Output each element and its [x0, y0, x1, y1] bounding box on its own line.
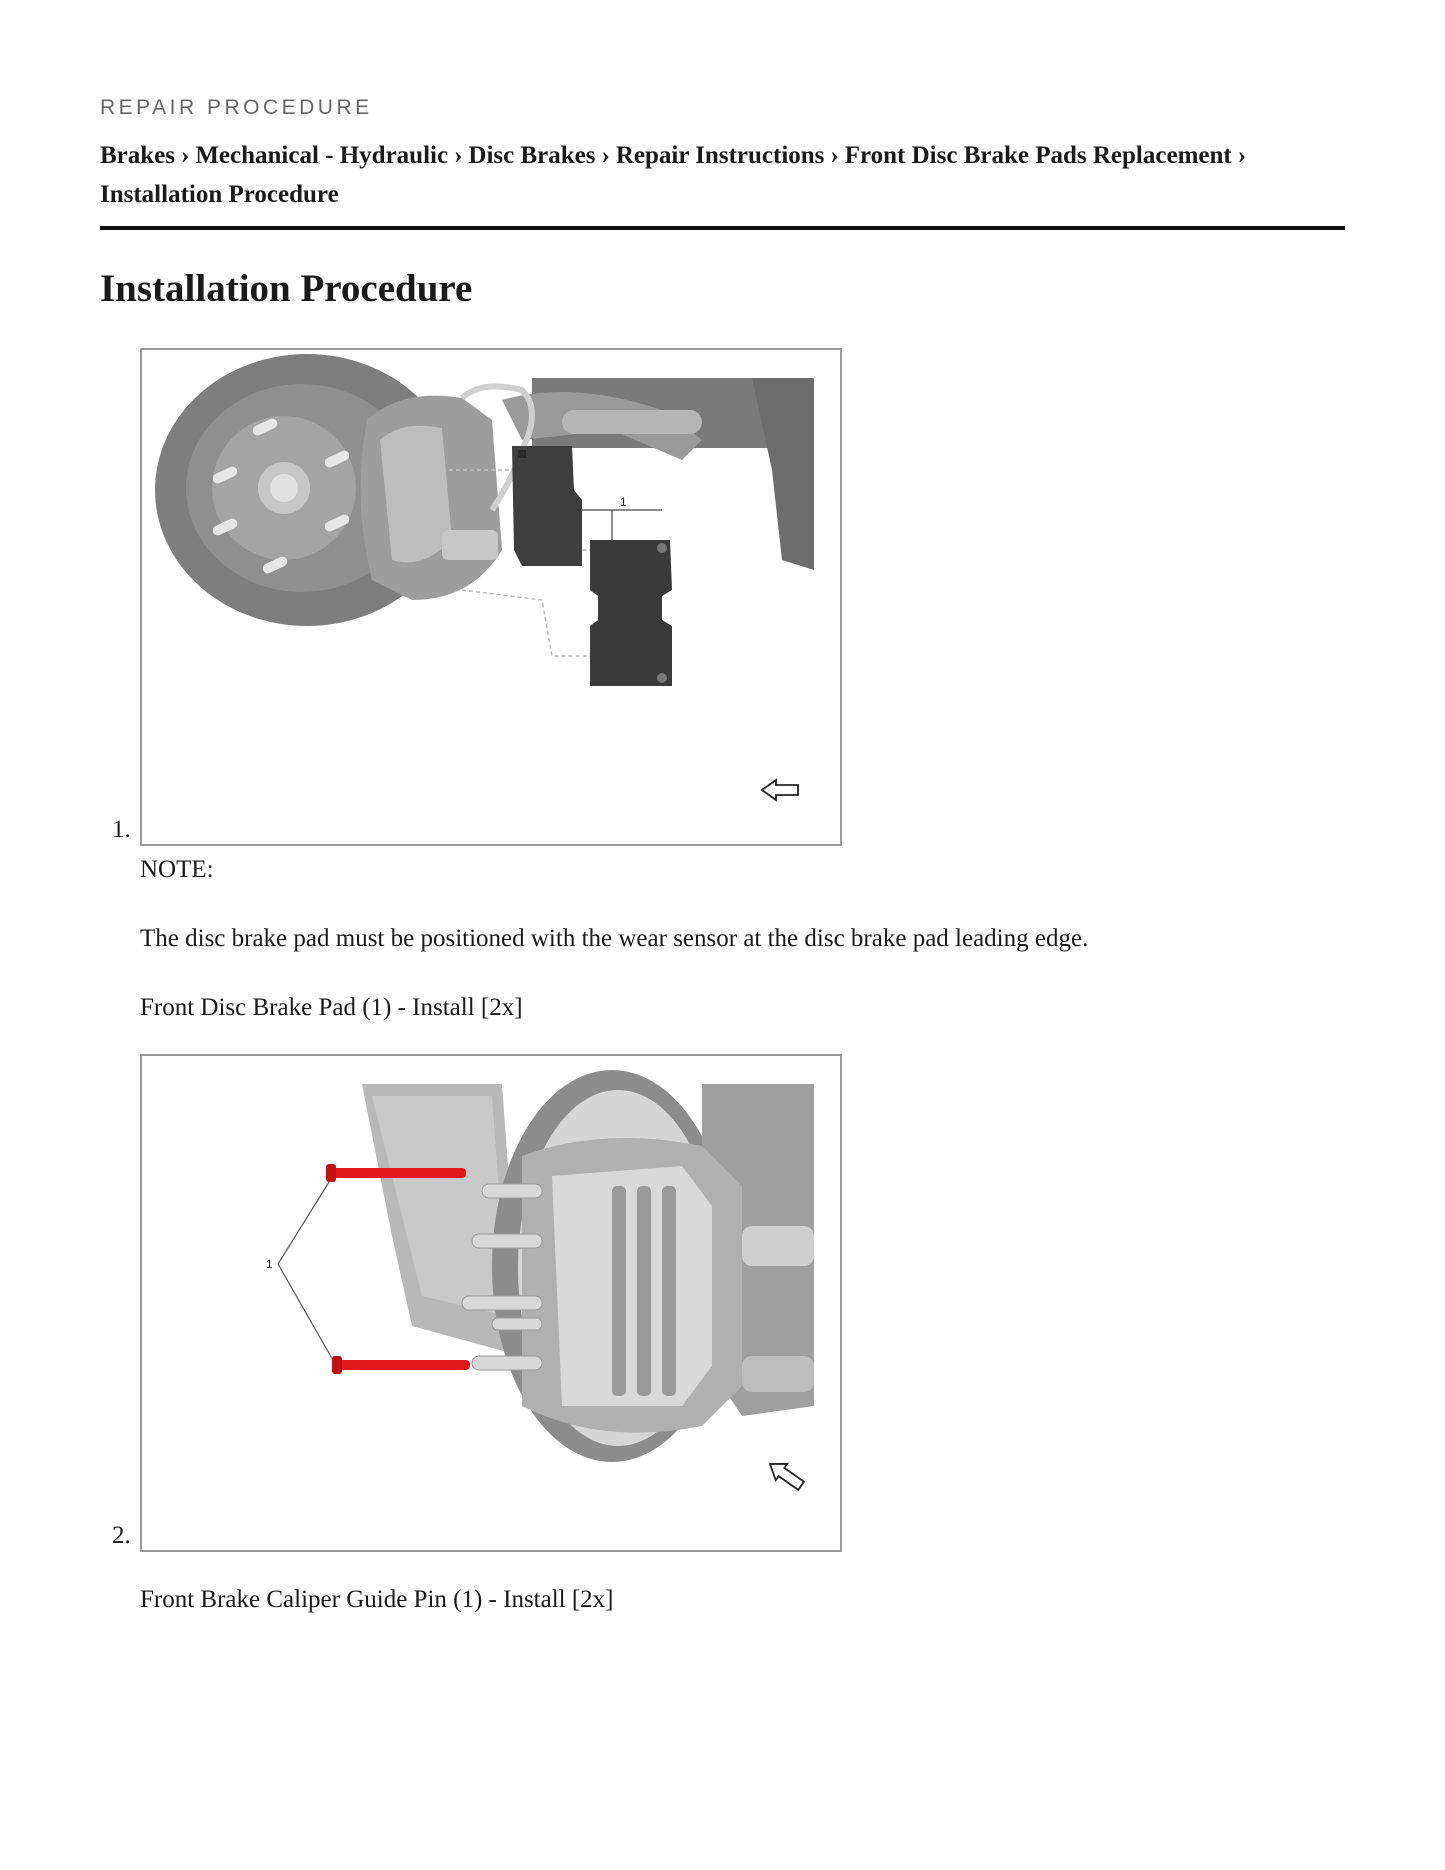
brake-pad-illustration: [142, 350, 840, 844]
guide-pin-lower: [332, 1356, 470, 1374]
breadcrumb-item[interactable]: Brakes: [100, 142, 175, 169]
guide-pin-illustration: [142, 1056, 840, 1550]
page-title: Installation Procedure: [100, 267, 473, 310]
step-instruction: Front Disc Brake Pad (1) - Install [2x]: [140, 994, 523, 1021]
breadcrumb-separator: ›: [181, 142, 190, 169]
step-number: 1.: [112, 816, 131, 843]
breadcrumb-item[interactable]: Disc Brakes: [468, 142, 596, 169]
step-instruction: Front Brake Caliper Guide Pin (1) - Install [2x]: [140, 1586, 614, 1613]
direction-arrow-icon: [762, 780, 798, 800]
direction-arrow-icon: [764, 1456, 807, 1494]
breadcrumb-separator: ›: [454, 142, 463, 169]
figure-callout: 1: [266, 1257, 273, 1271]
breadcrumb-separator: ›: [830, 142, 839, 169]
breadcrumb: [100, 136, 1345, 214]
figure-brake-pad-install: [140, 348, 842, 846]
breadcrumb-separator: ›: [601, 142, 610, 169]
header-divider: [100, 226, 1345, 230]
breadcrumb-item[interactable]: Mechanical - Hydraulic: [195, 142, 449, 169]
breadcrumb-item[interactable]: Front Disc Brake Pads Replacement: [844, 142, 1232, 169]
figure-callout: 1: [620, 495, 627, 509]
breadcrumb-separator: ›: [1237, 142, 1247, 169]
figure-guide-pin-install: [140, 1054, 842, 1552]
note-label: NOTE:: [140, 856, 214, 883]
note-text: The disc brake pad must be positioned with the wear sensor at the disc brake pad leading edge.: [140, 925, 1089, 952]
breadcrumb-item[interactable]: Repair Instructions: [615, 142, 825, 169]
step-number: 2.: [112, 1522, 131, 1549]
breadcrumb-item-current: Installation Procedure: [100, 181, 339, 208]
section-kicker: REPAIR PROCEDURE: [100, 96, 373, 119]
